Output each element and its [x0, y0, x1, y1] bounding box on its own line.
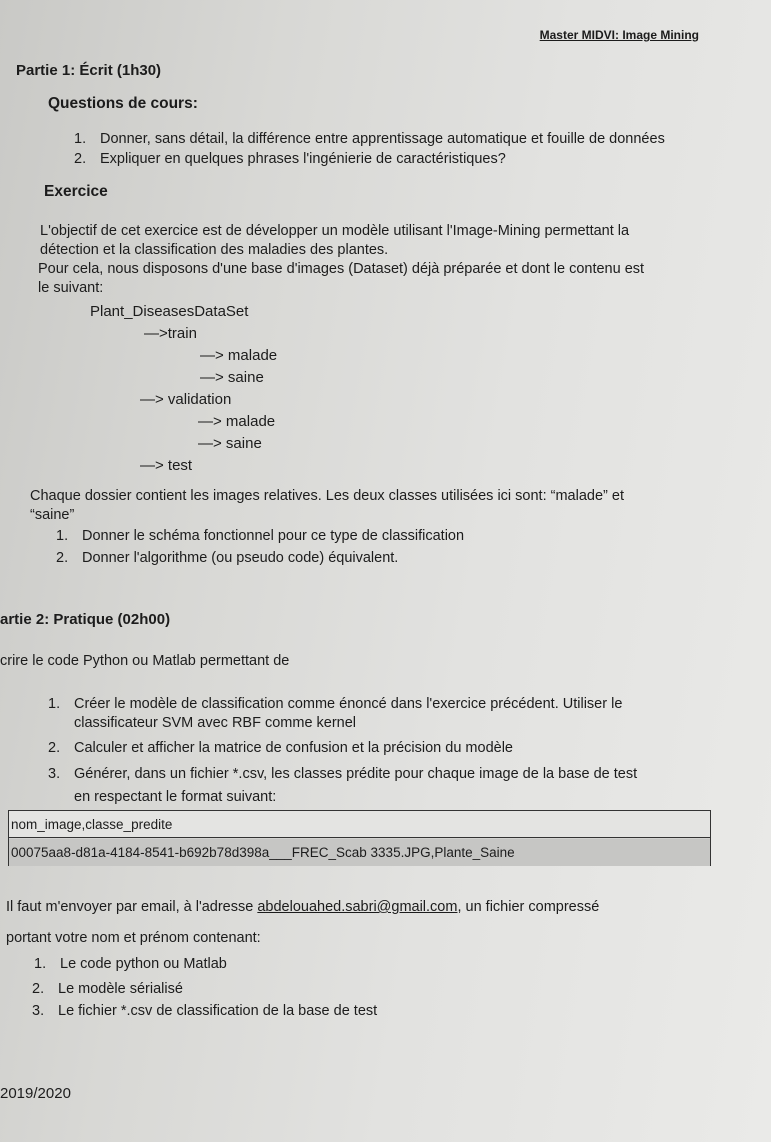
tree-train-malade: —> malade [200, 347, 278, 364]
tree-validation: —> validation [140, 391, 232, 408]
classes-line2: “saine” [30, 507, 75, 523]
exercise-para1-line2: détection et la classification des maladies des plantes. [40, 242, 389, 258]
tree-validation-malade: —> malade [198, 413, 276, 430]
submission-item-2: 2. Le modèle sérialisé [32, 981, 183, 997]
tree-test: —> test [140, 457, 193, 474]
exercise-question-2: 2. Donner l'algorithme (ou pseudo code) équivalent. [56, 550, 399, 566]
part2-intro: crire le code Python ou Matlab permettant de [0, 653, 290, 669]
practical-item-1: 1. Créer le modèle de classification comme énoncé dans l'exercice précédent. Utiliser le [48, 696, 623, 712]
email-link[interactable]: abdelouahed.sabri@gmail.com [257, 899, 458, 915]
exercise-para2-line1: Pour cela, nous disposons d'une base d'images (Dataset) déjà préparée et dont le contenu est [38, 261, 645, 277]
submission-line1: Il faut m'envoyer par email, à l'adresse abdelouahed.sabri@gmail.com, un fichier compressé [6, 899, 600, 915]
csv-header-row: nom_image,classe_predite [9, 811, 710, 838]
course-question-2: 2. Expliquer en quelques phrases l'ingénierie de caractéristiques? [74, 151, 506, 167]
part2-title: artie 2: Pratique (02h00) [0, 611, 171, 628]
part1-title: Partie 1: Écrit (1h30) [16, 62, 162, 79]
course-header: Master MIDVI: Image Mining [539, 28, 699, 42]
practical-item-3: 3. Générer, dans un fichier *.csv, les classes prédite pour chaque image de la base de test [48, 766, 638, 782]
exercise-title: Exercice [44, 183, 108, 200]
academic-year: 2019/2020 [0, 1085, 71, 1102]
practical-item-1-line2: classificateur SVM avec RBF comme kernel [74, 715, 357, 731]
practical-item-3-line2: en respectant le format suivant: [74, 789, 277, 805]
csv-format-table [8, 810, 711, 866]
tree-root: Plant_DiseasesDataSet [90, 303, 249, 320]
practical-item-2: 2. Calculer et afficher la matrice de confusion et la précision du modèle [48, 740, 513, 756]
course-question-1: 1. Donner, sans détail, la différence entre apprentissage automatique et fouille de données [74, 131, 665, 147]
course-questions-title: Questions de cours: [48, 95, 198, 112]
classes-line1: Chaque dossier contient les images relatives. Les deux classes utilisées ici sont: “malade” et [30, 488, 624, 504]
submission-item-1: 1. Le code python ou Matlab [34, 956, 227, 972]
csv-example-row: 00075aa8-d81a-4184-8541-b692b78d398a___FREC_Scab 3335.JPG,Plante_Saine [9, 839, 710, 866]
submission-item-3: 3. Le fichier *.csv de classification de la base de test [32, 1003, 378, 1019]
tree-train: —>train [144, 325, 197, 342]
tree-train-saine: —> saine [200, 369, 264, 386]
exercise-para1-line1: L'objectif de cet exercice est de développer un modèle utilisant l'Image-Mining permettant la [40, 223, 630, 239]
tree-validation-saine: —> saine [198, 435, 262, 452]
exercise-para2-line2: le suivant: [38, 280, 104, 296]
submission-line2: portant votre nom et prénom contenant: [6, 930, 261, 946]
exercise-question-1: 1. Donner le schéma fonctionnel pour ce type de classification [56, 528, 465, 544]
